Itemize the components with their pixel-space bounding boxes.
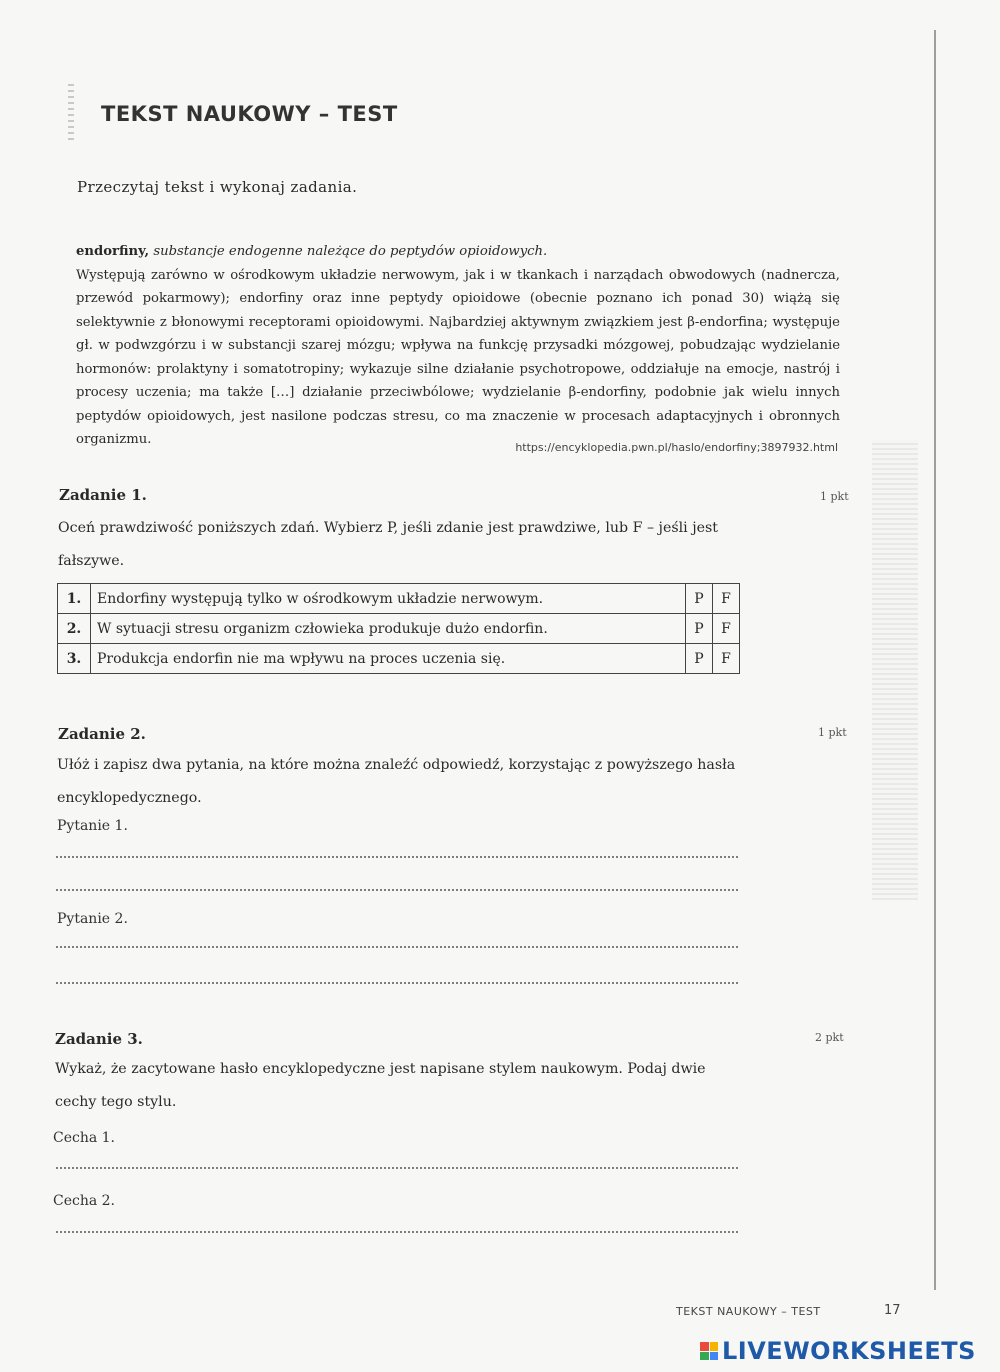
question2-label: Pytanie 2. xyxy=(57,911,128,927)
task2-instruction: Ułóż i zapisz dwa pytania, na które można znaleźć odpowiedź, korzystając z powyższego hasła encyklopedycznego. xyxy=(57,757,736,806)
table-row xyxy=(58,614,740,644)
answer-line[interactable] xyxy=(55,856,739,858)
answer-line[interactable] xyxy=(55,982,739,984)
answer-f-option[interactable]: F xyxy=(713,614,740,644)
answer-line[interactable] xyxy=(55,889,739,891)
table-row xyxy=(58,644,740,674)
row-statement: Endorfiny występują tylko w ośrodkowym układzie nerwowym. xyxy=(91,584,686,614)
task3-points: 2 pkt xyxy=(815,1031,844,1044)
page-edge-line xyxy=(934,30,936,1290)
instruction-text: Przeczytaj tekst i wykonaj zadania. xyxy=(77,178,358,196)
entry-definition: substancje endogenne należące do peptydów opioidowych. xyxy=(153,244,548,259)
entry-body: Występują zarówno w ośrodkowym układzie nerwowym, jak i w tkankach i narządach obwodowych (nadnercza, przewód pokarmowy); endorfiny oraz inne peptydy opioidowe (obecnie poznano ich ponad 30) wiążą się selektywnie z błonowymi receptorami opioidowymi. Najbardziej aktywnym związkiem jest β-endorfina; występuje gł. w podwzgórzu i w substancji szarej mózgu; wpływa na funkcję przysadki mózgowej, pobudzając wydzielanie hormonów: prolaktyny i somatotropiny; wykazuje silne działanie psychotropowe, oddziałuje na emocje, nastrój i procesy uczenia; ma także […] działanie przeciwbólowe; wydzielanie β-endorfiny, podobnie jak wielu innych peptydów opioidowych, jest nasilone podczas stresu, co ma znaczenie w procesach adaptacyjnych i obronnych organizmu. xyxy=(76,267,840,447)
task1-points: 1 pkt xyxy=(820,490,849,503)
answer-line[interactable] xyxy=(55,946,739,948)
answer-p-option[interactable]: P xyxy=(686,614,713,644)
watermark-text: LIVEWORKSHEETS xyxy=(722,1337,976,1365)
entry-term: endorfiny, xyxy=(76,244,150,259)
scan-artifact-strip xyxy=(872,440,918,900)
entry-heading xyxy=(76,240,840,264)
task2-title: Zadanie 2. xyxy=(58,725,146,743)
liveworksheets-watermark xyxy=(700,1337,976,1365)
page-title: TEKST NAUKOWY – TEST xyxy=(101,102,398,126)
answer-line[interactable] xyxy=(55,1231,739,1233)
true-false-table xyxy=(57,583,740,674)
row-statement: Produkcja endorfin nie ma wpływu na proces uczenia się. xyxy=(91,644,686,674)
task3-title: Zadanie 3. xyxy=(55,1030,143,1048)
logo-square xyxy=(700,1342,709,1351)
answer-line[interactable] xyxy=(55,1167,739,1169)
row-number: 2. xyxy=(58,614,91,644)
footer-section-title: TEKST NAUKOWY – TEST xyxy=(676,1305,821,1318)
answer-p-option[interactable]: P xyxy=(686,584,713,614)
feature2-label: Cecha 2. xyxy=(53,1193,116,1209)
task3-instruction: Wykaż, że zacytowane hasło encyklopedyczne jest napisane stylem naukowym. Podaj dwie cechy tego stylu. xyxy=(55,1061,706,1110)
table-row xyxy=(58,584,740,614)
answer-p-option[interactable]: P xyxy=(686,644,713,674)
entry-source-url: https://encyklopedia.pwn.pl/haslo/endorfiny;3897932.html xyxy=(515,441,838,454)
logo-square xyxy=(700,1352,709,1361)
row-number: 1. xyxy=(58,584,91,614)
logo-square xyxy=(710,1342,719,1351)
question1-label: Pytanie 1. xyxy=(57,818,128,834)
encyclopedia-entry xyxy=(76,240,840,452)
task2-points: 1 pkt xyxy=(818,726,847,739)
task1-title: Zadanie 1. xyxy=(59,486,147,504)
row-statement: W sytuacji stresu organizm człowieka produkuje dużo endorfin. xyxy=(91,614,686,644)
feature1-label: Cecha 1. xyxy=(53,1130,116,1146)
row-number: 3. xyxy=(58,644,91,674)
logo-square xyxy=(710,1352,719,1361)
answer-f-option[interactable]: F xyxy=(713,584,740,614)
answer-f-option[interactable]: F xyxy=(713,644,740,674)
liveworksheets-logo-icon xyxy=(700,1342,718,1360)
margin-marker xyxy=(68,84,74,140)
page-number: 17 xyxy=(884,1303,901,1318)
task1-instruction: Oceń prawdziwość poniższych zdań. Wybierz P, jeśli zdanie jest prawdziwe, lub F – jeśli jest fałszywe. xyxy=(58,520,718,569)
